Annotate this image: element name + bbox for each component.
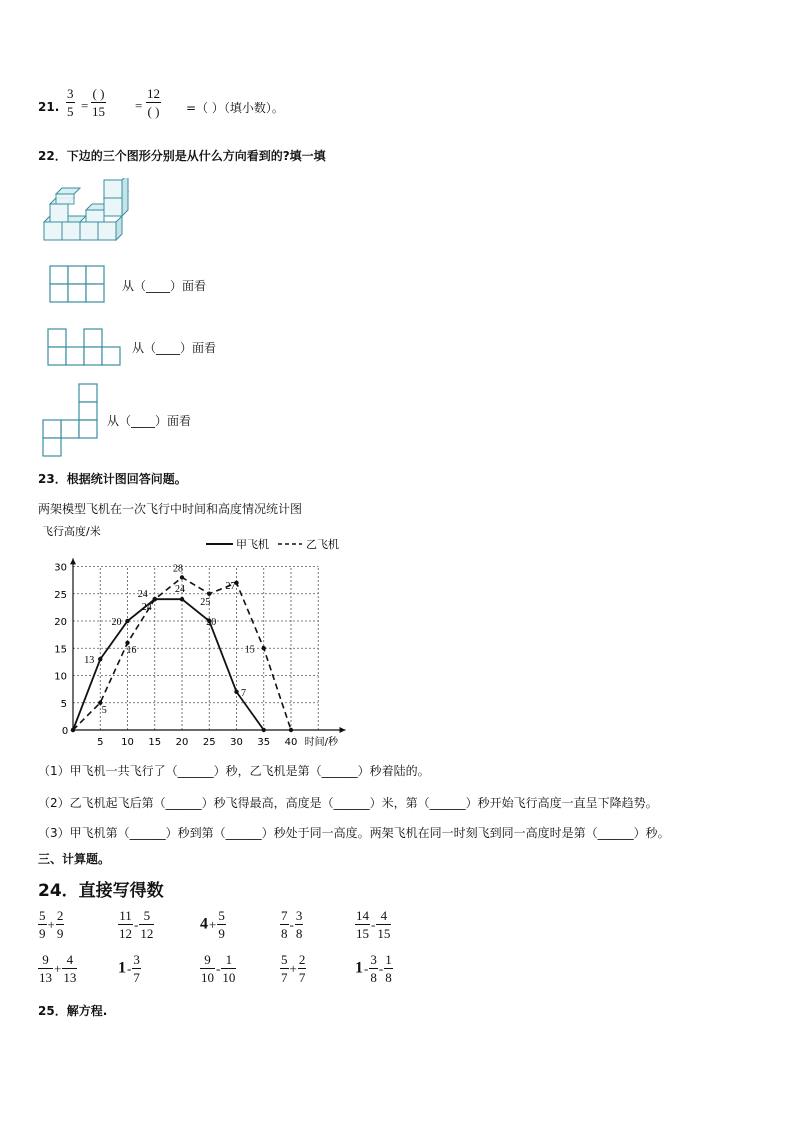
denominator: 7 <box>133 970 140 985</box>
fraction-b <box>295 908 304 941</box>
denominator: 10 <box>201 970 214 985</box>
q21-fraction-1: 3 5 <box>67 86 74 119</box>
numerator: 2 <box>56 908 64 923</box>
operator: - <box>289 916 294 932</box>
denominator: 12 <box>119 926 132 941</box>
calc-item <box>280 952 306 985</box>
fraction-bar <box>280 968 289 969</box>
calc-item <box>38 908 64 941</box>
fraction-a <box>38 952 53 985</box>
denominator: 12 <box>140 926 154 941</box>
operator: + <box>54 960 62 976</box>
numerator: 3 <box>370 952 377 967</box>
fraction-b <box>132 952 141 985</box>
operator: - <box>371 916 376 932</box>
q23-question-3: （3）甲飞机第（______）秒到第（______）秒处于同一高度。两架飞机在同一时刻飞到同一高度时是第（______）秒。 <box>38 826 670 840</box>
y-tick-label: 25 <box>54 589 67 601</box>
y-axis-label: 飞行高度/米 <box>42 525 101 538</box>
fraction-b <box>221 952 236 985</box>
fraction-bar <box>132 968 141 969</box>
chart-caption: 两架模型飞机在一次飞行中时间和高度情况统计图 <box>38 502 303 516</box>
data-label-yi: 5 <box>101 704 107 716</box>
section-3-heading: 三、计算题。 <box>38 852 111 866</box>
x-axis-arrow <box>340 727 346 733</box>
operator: - <box>216 960 221 976</box>
q21-fraction-2: ( ) 15 <box>92 86 105 119</box>
fraction-b <box>139 908 154 941</box>
denominator: 13 <box>63 970 77 985</box>
fraction-a <box>355 908 370 941</box>
fraction-c <box>384 952 393 985</box>
data-point-jia <box>98 657 102 661</box>
denominator: 8 <box>295 926 303 941</box>
numerator: 4 <box>66 952 74 967</box>
cube-stack-figure <box>40 178 130 242</box>
calc-item <box>38 952 77 985</box>
numerator: 3 <box>295 908 303 923</box>
q23-question-1: （1）甲飞机一共飞行了（______）秒，乙飞机是第（______）秒着陆的。 <box>38 764 430 778</box>
q21-number: 21. <box>38 100 60 114</box>
denominator: 7 <box>298 970 306 985</box>
view-2-label: 从（____）面看 <box>132 341 217 355</box>
q21-fraction-3: 12 ( ) <box>147 86 160 119</box>
denominator: 10 <box>222 970 236 985</box>
denominator: 15 <box>356 926 369 941</box>
fraction-bar <box>376 924 391 925</box>
numerator: 5 <box>39 908 46 923</box>
numerator: 1 <box>225 952 233 967</box>
fraction-bar <box>369 968 378 969</box>
equals-sign: = <box>135 98 143 113</box>
denominator: 9 <box>39 926 46 941</box>
y-tick-label: 15 <box>54 644 67 656</box>
fraction-b <box>62 952 77 985</box>
q23-question-2: （2）乙飞机起飞后第（______）秒飞得最高，高度是（______）米，第（______）秒开始飞行高度一直呈下降趋势。 <box>38 796 658 810</box>
data-label-yi: 15 <box>244 644 255 656</box>
x-tick-label: 40 <box>284 737 298 748</box>
data-point-yi <box>180 575 184 579</box>
fraction-bar <box>295 924 304 925</box>
whole-number: 1 <box>118 959 126 977</box>
q22-title: 22．下边的三个图形分别是从什么方向看到的?填一填 <box>38 149 326 163</box>
numerator: 5 <box>281 952 288 967</box>
data-label-jia: 20 <box>111 617 122 628</box>
fraction-bar <box>139 924 154 925</box>
calc-item <box>118 952 141 985</box>
denominator: 7 <box>281 970 288 985</box>
fraction-bar <box>221 968 236 969</box>
denominator: 15 <box>377 926 391 941</box>
fraction-bar <box>38 968 53 969</box>
denominator: 8 <box>281 926 288 941</box>
view-figure-1 <box>49 265 107 303</box>
operator: + <box>289 960 297 976</box>
calc-item <box>200 908 226 941</box>
operator: - <box>134 916 139 932</box>
x-tick-label: 30 <box>230 737 243 748</box>
calc-item <box>355 908 391 941</box>
operator: + <box>47 916 55 932</box>
data-label-yi: 16 <box>126 644 137 656</box>
fraction-bar <box>355 924 370 925</box>
data-label-yi: 24 <box>141 602 152 614</box>
line-chart <box>38 522 358 754</box>
fraction-b <box>369 952 378 985</box>
denominator: 9 <box>56 926 64 941</box>
x-tick-label: 10 <box>121 737 134 748</box>
numerator: 11 <box>119 908 132 923</box>
legend-label: 甲飞机 <box>236 538 269 551</box>
data-label-yi: 25 <box>200 596 211 608</box>
q23-title: 23．根据统计图回答问题。 <box>38 472 187 486</box>
data-label-yi: 28 <box>173 563 183 575</box>
fraction-bar <box>298 968 307 969</box>
y-tick-label: 5 <box>60 698 67 710</box>
whole-number: 4 <box>200 915 208 933</box>
fraction-bar <box>118 924 133 925</box>
fraction-bar <box>280 924 289 925</box>
fraction-bar <box>62 968 77 969</box>
data-point-jia <box>234 690 238 694</box>
data-label-jia: 13 <box>84 655 95 667</box>
numerator: 5 <box>218 908 225 923</box>
data-label-jia: 20 <box>206 617 217 628</box>
data-point-yi <box>262 646 266 650</box>
numerator: 9 <box>204 952 211 967</box>
data-label-jia: 7 <box>241 687 246 699</box>
q21-tail: =（ ）（填小数）。 <box>186 101 284 115</box>
numerator: 1 <box>385 952 392 967</box>
y-tick-label: 30 <box>54 562 67 574</box>
calc-item <box>200 952 236 985</box>
fraction-a <box>200 952 215 985</box>
numerator: 5 <box>143 908 151 923</box>
view-3-label: 从（____）面看 <box>107 414 192 428</box>
data-point-yi <box>153 597 157 601</box>
view-figure-2 <box>47 328 123 368</box>
x-axis-label: 时间/秒 <box>304 737 338 748</box>
y-tick-label: 20 <box>54 617 67 628</box>
origin-label: 0 <box>61 726 69 737</box>
x-tick-label: 20 <box>175 737 189 748</box>
fraction-b <box>376 908 391 941</box>
legend-label: 乙飞机 <box>306 538 339 551</box>
denominator: 8 <box>370 970 377 985</box>
view-figure-3 <box>42 383 102 457</box>
x-tick-label: 5 <box>97 737 104 748</box>
y-tick-label: 10 <box>54 671 67 683</box>
denominator: 8 <box>385 970 392 985</box>
data-point-jia <box>180 597 184 601</box>
data-label-jia: 24 <box>137 589 148 601</box>
operator: + <box>209 916 217 932</box>
data-point-yi <box>207 592 211 596</box>
fraction-a <box>280 952 289 985</box>
numerator: 9 <box>42 952 49 967</box>
numerator: 4 <box>380 908 388 923</box>
numerator: 14 <box>356 908 369 923</box>
fraction-b <box>298 952 307 985</box>
denominator: 13 <box>39 970 52 985</box>
fraction-bar <box>38 924 47 925</box>
operator: - <box>378 960 384 976</box>
operator: - <box>127 960 132 976</box>
data-point-jia <box>262 728 266 732</box>
x-tick-label: 25 <box>202 737 216 748</box>
x-tick-label: 15 <box>148 737 162 748</box>
data-point-yi <box>289 728 293 732</box>
data-label-yi: 27 <box>225 580 236 592</box>
numerator: 2 <box>298 952 306 967</box>
calc-item <box>280 908 303 941</box>
equals-sign: = <box>81 98 89 113</box>
calc-item <box>118 908 154 941</box>
fraction-bar <box>384 968 393 969</box>
fraction-a <box>280 908 289 941</box>
numerator: 7 <box>281 908 288 923</box>
fraction-a <box>38 908 47 941</box>
y-axis-arrow <box>70 558 76 564</box>
view-1-label: 从（____）面看 <box>122 279 207 293</box>
data-point-yi <box>71 728 75 732</box>
fraction-bar <box>56 924 65 925</box>
data-label-jia: 24 <box>175 584 185 596</box>
whole-number: 1 <box>355 959 363 977</box>
calc-item <box>355 952 393 985</box>
fraction-bar <box>217 924 226 925</box>
fraction-bar <box>200 968 215 969</box>
denominator: 9 <box>218 926 225 941</box>
fraction-a <box>118 908 133 941</box>
x-tick-label: 35 <box>257 737 271 748</box>
fraction-b <box>217 908 226 941</box>
q24-title: 24．直接写得数 <box>38 881 164 901</box>
q25-title: 25．解方程. <box>38 1004 108 1018</box>
operator: - <box>364 960 369 976</box>
fraction-b <box>56 908 65 941</box>
data-point-jia <box>125 619 129 623</box>
numerator: 3 <box>133 952 140 967</box>
